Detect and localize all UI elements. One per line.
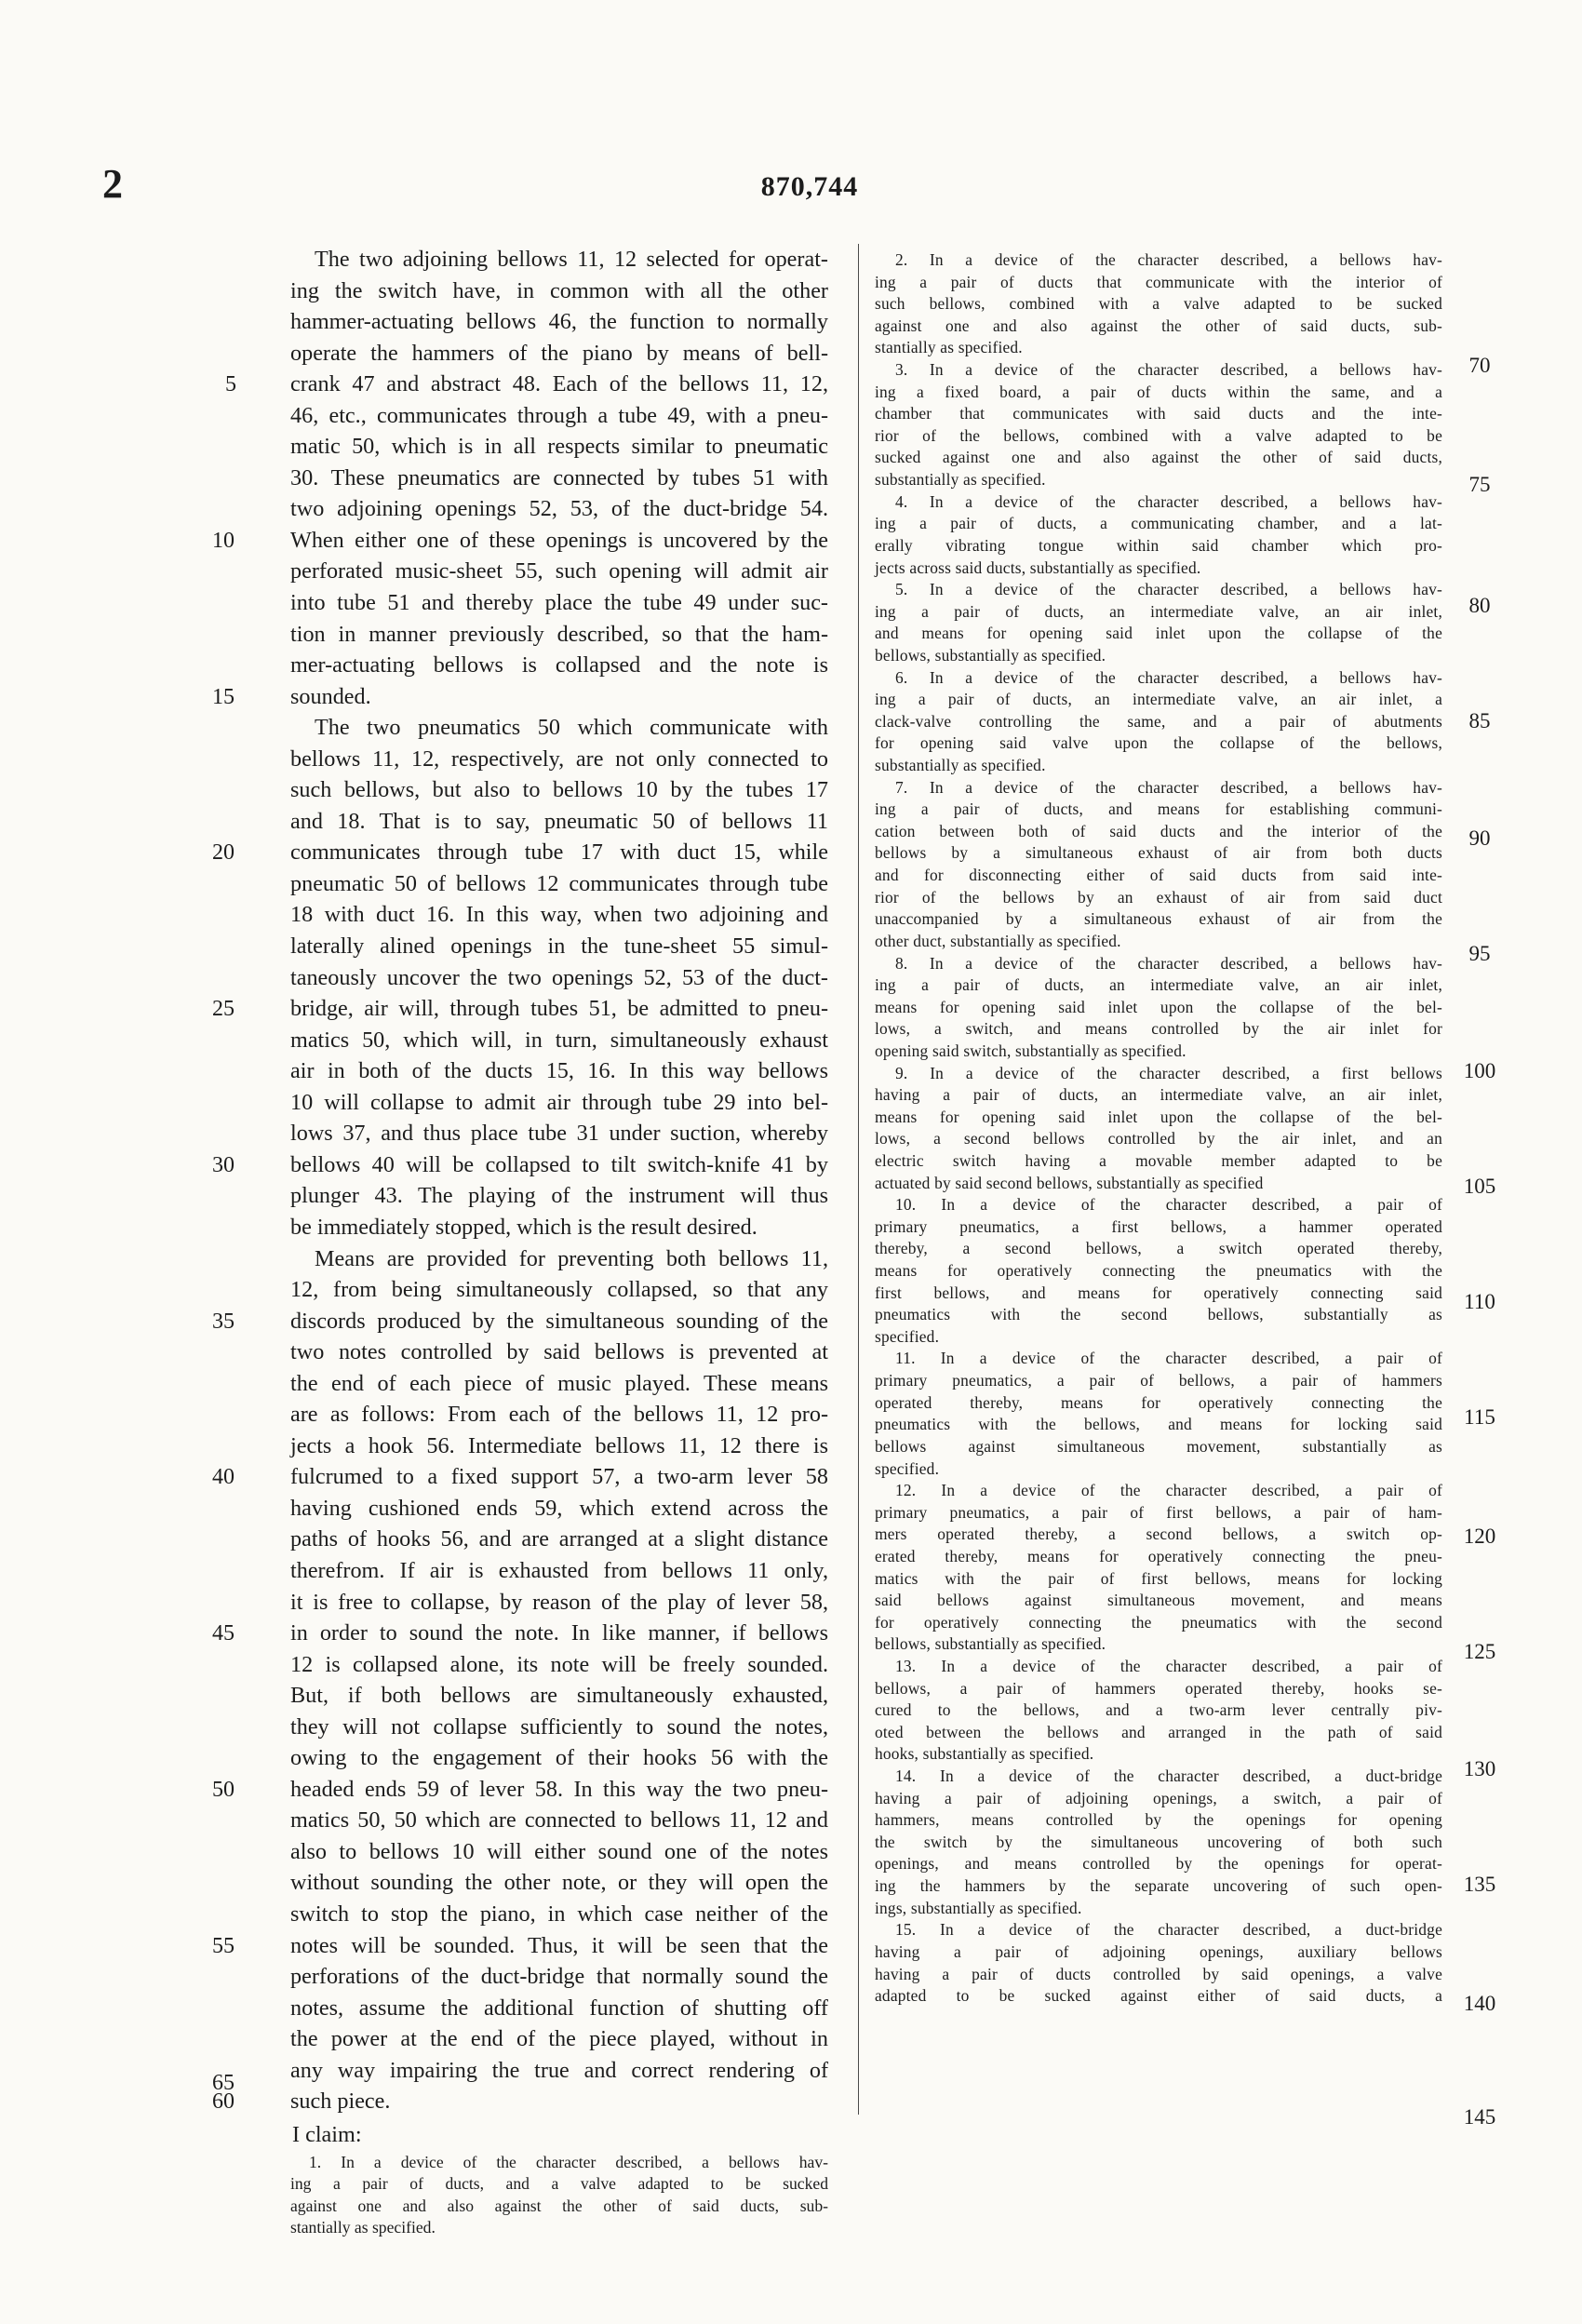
left-text-line: air in both of the ducts 15, 16. In this way bellows — [290, 1058, 828, 1084]
left-text-line: therefrom. If air is exhausted from bellows 11 only, — [290, 1557, 828, 1583]
line-number: 55 — [212, 1933, 235, 1958]
left-text-line: and 18. That is to say, pneumatic 50 of bellows 11 — [290, 808, 828, 834]
right-text-line: means for opening said inlet upon the collapse of the bel- — [875, 997, 1442, 1016]
right-text-line: for operatively connecting the pneumatics with the second — [875, 1612, 1442, 1632]
left-text-line: ing the switch have, in common with all the other — [290, 277, 828, 303]
right-text-line: 3. In a device of the character described, a bellows hav- — [895, 360, 1442, 380]
right-text-line: said bellows against simultaneous movement, and means — [875, 1591, 1442, 1610]
right-text-line: pneumatics with the bellows, and means for locking said — [875, 1415, 1442, 1434]
line-number: 130 — [1463, 1757, 1496, 1780]
right-text-line: substantially as specified. — [875, 470, 1046, 490]
left-text-line: But, if both bellows are simultaneously exhausted, — [290, 1683, 828, 1709]
right-text-line: erally vibrating tongue within said chamber which pro- — [875, 535, 1442, 555]
right-text-line: rior of the bellows by an exhaust of air from said duct — [875, 887, 1442, 907]
left-text-line: they will not collapse sufficiently to sound the notes, — [290, 1713, 828, 1740]
line-number: 65 — [212, 2071, 235, 2095]
right-text-line: primary pneumatics, a first bellows, a hammer operated — [875, 1216, 1442, 1236]
line-number: 90 — [1468, 826, 1491, 850]
right-text-line: ing a pair of ducts, and means for establishing communi- — [875, 799, 1442, 819]
left-text-line: bridge, air will, through tubes 51, be admitted to pneu- — [290, 996, 828, 1022]
right-text-line: 12. In a device of the character described, a pair of — [895, 1481, 1442, 1500]
right-text-line: cured to the bellows, and a two-arm lever centrally piv- — [875, 1700, 1442, 1720]
right-text-line: lows, a second bellows controlled by the air inlet, and an — [875, 1129, 1442, 1149]
left-text-line: The two pneumatics 50 which communicate with — [315, 715, 828, 741]
right-text-line: unaccompanied by a simultaneous exhaust of air from the — [875, 909, 1442, 929]
line-number: 125 — [1463, 1640, 1496, 1663]
left-text-line: hammer-actuating bellows 46, the function to normally — [290, 309, 828, 335]
line-number: 145 — [1463, 2105, 1496, 2129]
line-number: 110 — [1464, 1290, 1495, 1313]
right-text-line: specified. — [875, 1326, 940, 1346]
line-number: 60 — [212, 2089, 235, 2115]
left-text-line: in order to sound the note. In like manner, if bellows — [290, 1620, 828, 1646]
right-text-line: bellows by a simultaneous exhaust of air from both ducts — [875, 843, 1442, 863]
right-text-line: erated thereby, means for operatively connecting the pneu- — [875, 1546, 1442, 1565]
left-text-line: communicates through tube 17 with duct 15, while — [290, 840, 828, 866]
left-text-line: such bellows, but also to bellows 10 by the tubes 17 — [290, 777, 828, 803]
line-number: 120 — [1463, 1525, 1496, 1548]
left-text-line: 10 will collapse to admit air through tube 29 into bel- — [290, 1089, 828, 1115]
right-text-line: opening said switch, substantially as specified. — [875, 1041, 1186, 1060]
right-text-line: 13. In a device of the character described, a pair of — [895, 1657, 1442, 1675]
left-text-line: jects a hook 56. Intermediate bellows 11, 12 there is — [290, 1432, 828, 1458]
left-text-line: 30. These pneumatics are connected by tubes 51 with — [290, 464, 828, 490]
right-text-line: oted between the bellows and arranged in the path of said — [875, 1722, 1442, 1741]
left-text-line: two notes controlled by said bellows is prevented at — [290, 1339, 828, 1365]
left-text-line: laterally alined openings in the tune-sheet 55 simul- — [290, 934, 828, 960]
left-text-line: The two adjoining bellows 11, 12 selected for operat- — [315, 247, 828, 272]
line-number: 20 — [212, 840, 235, 866]
left-text-line: paths of hooks 56, and are arranged at a slight distance — [290, 1526, 828, 1552]
left-text-line: owing to the engagement of their hooks 56 with the — [290, 1745, 828, 1771]
left-text-line: sounded. — [290, 683, 371, 709]
line-number: 10 — [212, 528, 235, 553]
line-number: 80 — [1468, 594, 1491, 617]
right-column — [875, 249, 1442, 2008]
right-text-line: such bellows, combined with a valve adapted to be sucked — [875, 294, 1442, 314]
left-text-line: notes will be sounded. Thus, it will be seen that the — [290, 1932, 828, 1958]
line-number: 35 — [212, 1309, 235, 1334]
right-text-line: and means for opening said inlet upon the collapse of the — [875, 624, 1442, 643]
left-text-line: having cushioned ends 59, which extend across the — [290, 1495, 828, 1521]
line-number: 95 — [1468, 942, 1491, 965]
left-text-line: 18 with duct 16. In this way, when two adjoining and — [290, 902, 828, 928]
patent-number: 870,744 — [760, 171, 859, 202]
right-text-line: bellows, substantially as specified. — [875, 645, 1106, 665]
column-divider — [858, 244, 859, 2115]
left-text-line: taneously uncover the two openings 52, 53 of the duct- — [290, 964, 828, 990]
right-text-line: clack-valve controlling the same, and a pair of abutments — [875, 711, 1442, 731]
right-text-line: means for operatively connecting the pneumatics with the — [875, 1261, 1442, 1281]
right-text-line: 11. In a device of the character described, a pair of — [895, 1349, 1442, 1368]
line-number: 75 — [1468, 473, 1491, 496]
left-text-line: 46, etc., communicates through a tube 49, with a pneu- — [290, 402, 828, 428]
left-text-line: into tube 51 and thereby place the tube 49 under suc- — [290, 590, 828, 616]
right-text-line: ing a pair of ducts, an intermediate valve, an air inlet, — [875, 601, 1442, 621]
left-text-line: When either one of these openings is uncovered by the — [290, 527, 828, 553]
right-text-line: hammers, means controlled by the openings for opening — [875, 1810, 1442, 1830]
left-text-line: two adjoining openings 52, 53, of the duct-bridge 54. — [290, 496, 828, 522]
right-text-line: and for disconnecting either of said ducts from said inte- — [875, 866, 1442, 885]
right-text-line: pneumatics with the second bellows, substantially as — [875, 1305, 1442, 1324]
line-number: 140 — [1463, 1992, 1496, 2015]
left-text-line: matics 50, which will, in turn, simultaneously exhaust — [290, 1027, 828, 1053]
right-text-line: sucked against one and also against the other of said ducts, — [875, 448, 1442, 467]
left-text-line: pneumatic 50 of bellows 12 communicates through tube — [290, 870, 828, 896]
left-text-line: be immediately stopped, which is the result desired. — [290, 1214, 757, 1240]
right-text-line: stantially as specified. — [875, 338, 1023, 357]
right-text-line: mers operated thereby, a second bellows, a switch op- — [875, 1525, 1442, 1544]
line-number: 25 — [212, 997, 235, 1022]
line-number: 70 — [1468, 354, 1491, 377]
left-text-line: tion in manner previously described, so that the ham- — [290, 621, 828, 647]
right-text-line: chamber that communicates with said ducts and the inte- — [875, 404, 1442, 423]
line-number: 40 — [212, 1465, 235, 1490]
right-text-line: for opening said valve upon the collapse of the bellows, — [875, 733, 1442, 753]
left-text-line: any way impairing the true and correct rendering of — [290, 2057, 828, 2083]
right-text-line: ing a pair of ducts, an intermediate valve, an air inlet, a — [875, 690, 1442, 709]
right-text-line: specified. — [875, 1458, 940, 1478]
right-text-line: 15. In a device of the character described, a duct-bridge — [895, 1920, 1442, 1940]
line-number: 45 — [212, 1621, 235, 1646]
right-text-line: substantially as specified. — [875, 756, 1046, 775]
right-text-line: means for opening said inlet upon the collapse of the bel- — [875, 1107, 1442, 1126]
line-number: 100 — [1463, 1059, 1496, 1082]
line-number: 85 — [1468, 709, 1491, 732]
right-text-line: bellows, substantially as specified. — [875, 1634, 1106, 1654]
right-text-line: having a pair of ducts controlled by said openings, a valve — [875, 1964, 1442, 1983]
left-text-line: also to bellows 10 will either sound one of the notes — [290, 1838, 828, 1864]
left-text-line: discords produced by the simultaneous sounding of the — [290, 1308, 828, 1334]
right-text-line: 2. In a device of the character described, a bellows hav- — [895, 250, 1442, 269]
left-text-line: notes, assume the additional function of shutting off — [290, 1995, 828, 2021]
left-text-line: plunger 43. The playing of the instrument will thus — [290, 1183, 828, 1209]
line-number: 5 — [225, 372, 236, 397]
right-text-line: adapted to be sucked against either of said ducts, a — [875, 1986, 1442, 2006]
claim-text-line: stantially as specified. — [290, 2218, 436, 2237]
right-text-line: hooks, substantially as specified. — [875, 1744, 1094, 1764]
left-text-line: operate the hammers of the piano by means of bell- — [290, 340, 828, 366]
right-text-line: 4. In a device of the character described, a bellows hav- — [895, 491, 1442, 511]
left-text-line: without sounding the other note, or they will open the — [290, 1870, 828, 1896]
right-text-line: openings, and means controlled by the openings for operat- — [875, 1854, 1442, 1874]
left-text-line: headed ends 59 of lever 58. In this way the two pneu- — [290, 1776, 828, 1802]
right-text-line: 9. In a device of the character described, a first bellows — [895, 1063, 1442, 1082]
right-text-line: cation between both of said ducts and the interior of the — [875, 821, 1442, 840]
left-text-line: fulcrumed to a fixed support 57, a two-arm lever 58 — [290, 1464, 828, 1490]
left-text-line: bellows 40 will be collapsed to tilt switch-knife 41 by — [290, 1151, 828, 1177]
right-text-line: thereby, a second bellows, a switch operated thereby, — [875, 1239, 1442, 1258]
left-text-line: the end of each piece of music played. These means — [290, 1370, 828, 1396]
claim-heading: I claim: — [292, 2121, 362, 2147]
right-text-line: ing a pair of ducts, a communicating chamber, and a lat- — [875, 514, 1442, 533]
right-text-line: primary pneumatics, a pair of first bellows, a pair of ham- — [875, 1502, 1442, 1522]
claim-text-line: 1. In a device of the character described, a bellows hav- — [309, 2152, 828, 2171]
right-text-line: ing a pair of ducts, an intermediate valve, an air inlet, — [875, 975, 1442, 995]
left-text-line: the power at the end of the piece played, without in — [290, 2026, 828, 2052]
right-text-line: 6. In a device of the character described, a bellows hav- — [895, 667, 1442, 687]
left-text-line: matic 50, which is in all respects similar to pneumatic — [290, 434, 828, 460]
left-text-line: such piece. — [290, 2089, 391, 2115]
right-text-line: operated thereby, means for operatively connecting the — [875, 1392, 1442, 1412]
right-text-line: 8. In a device of the character described, a bellows hav- — [895, 953, 1442, 973]
right-text-line: rior of the bellows, combined with a valve adapted to be — [875, 425, 1442, 445]
line-number: 15 — [212, 684, 235, 709]
left-text-line: it is free to collapse, by reason of the play of lever 58, — [290, 1589, 828, 1615]
left-text-line: perforations of the duct-bridge that normally sound the — [290, 1964, 828, 1990]
left-text-line: 12, from being simultaneously collapsed, so that any — [290, 1277, 828, 1303]
right-text-line: 7. In a device of the character described, a bellows hav- — [895, 777, 1442, 797]
right-text-line: having a pair of adjoining openings, a switch, a pair of — [875, 1788, 1442, 1807]
left-text-line: switch to stop the piano, in which case neither of the — [290, 1901, 828, 1927]
right-text-line: lows, a switch, and means controlled by the air inlet for — [875, 1019, 1442, 1039]
left-column — [290, 244, 828, 2239]
line-number: 115 — [1464, 1405, 1495, 1429]
right-text-line: the switch by the simultaneous uncovering of both such — [875, 1832, 1442, 1851]
right-text-line: 10. In a device of the character described, a pair of — [895, 1195, 1442, 1215]
right-text-line: ings, substantially as specified. — [875, 1898, 1082, 1917]
left-text-line: lows 37, and thus place tube 31 under suction, whereby — [290, 1121, 828, 1147]
left-text-line: mer-actuating bellows is collapsed and the note is — [290, 652, 828, 678]
page-number: 2 — [102, 161, 122, 207]
right-text-line: ing a pair of ducts that communicate with the interior of — [875, 272, 1442, 291]
right-text-line: other duct, substantially as specified. — [875, 931, 1121, 950]
right-text-line: having a pair of ducts, an intermediate valve, an air inlet, — [875, 1085, 1442, 1105]
left-text-line: matics 50, 50 which are connected to bellows 11, 12 and — [290, 1807, 828, 1834]
left-text-line: crank 47 and abstract 48. Each of the bellows 11, 12, — [290, 371, 828, 397]
right-text-line: matics with the pair of first bellows, means for locking — [875, 1568, 1442, 1588]
claim-text-line: against one and also against the other of said ducts, sub- — [290, 2196, 828, 2215]
right-text-line: 5. In a device of the character described, a bellows hav- — [895, 580, 1442, 599]
right-text-line: bellows, a pair of hammers operated thereby, hooks se- — [875, 1678, 1442, 1698]
claim-text-line: ing a pair of ducts, and a valve adapted to be sucked — [290, 2174, 828, 2194]
left-text-line: Means are provided for preventing both bellows 11, — [315, 1245, 828, 1271]
line-number: 50 — [212, 1777, 235, 1802]
right-text-line: bellows against simultaneous movement, substantially as — [875, 1436, 1442, 1456]
right-text-line: jects across said ducts, substantially as specified. — [875, 557, 1201, 577]
left-text-line: perforated music-sheet 55, such opening will admit air — [290, 558, 828, 584]
right-text-line: ing a fixed board, a pair of ducts within the same, and a — [875, 382, 1442, 401]
right-text-line: primary pneumatics, a pair of bellows, a pair of hammers — [875, 1371, 1442, 1390]
right-text-line: first bellows, and means for operatively connecting said — [875, 1283, 1442, 1302]
left-text-line: 12 is collapsed alone, its note will be freely sounded. — [290, 1651, 828, 1677]
right-text-line: against one and also against the other of said ducts, sub- — [875, 316, 1442, 335]
right-text-line: actuated by said second bellows, substantially as specified — [875, 1173, 1264, 1192]
left-text-line: bellows 11, 12, respectively, are not only connected to — [290, 746, 828, 772]
right-text-line: ing the hammers by the separate uncovering of such open- — [875, 1876, 1442, 1896]
line-number: 30 — [212, 1152, 235, 1177]
left-text-line: are as follows: From each of the bellows 11, 12 pro- — [290, 1402, 828, 1428]
right-text-line: electric switch having a movable member adapted to be — [875, 1150, 1442, 1170]
line-number: 105 — [1463, 1175, 1496, 1198]
right-text-line: 14. In a device of the character described, a duct-bridge — [895, 1767, 1442, 1786]
line-number: 135 — [1463, 1873, 1496, 1896]
right-text-line: having a pair of adjoining openings, auxiliary bellows — [875, 1941, 1442, 1961]
